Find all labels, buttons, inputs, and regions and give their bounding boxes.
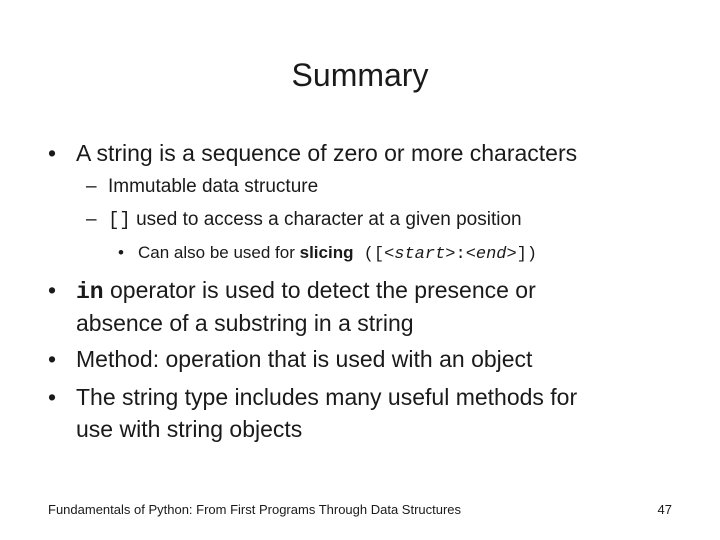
slicing-end: end [475,245,507,264]
bullet-2-line-2: absence of a substring in a string [76,310,414,336]
sub-sub-bullet-marker: • [118,243,124,262]
slicing-code-mid: >:< [445,245,476,264]
sub-bullet-2-code: [] [108,209,131,231]
slicing-code-open: ([< [353,245,395,264]
bullet-4-line-2: use with string objects [76,416,303,442]
footer-book-title: Fundamentals of Python: From First Programs Through Data Structures [48,502,462,517]
sub-bullet-2-text: used to access a character at a given position [130,209,522,230]
bullet-4-marker: • [48,384,57,410]
in-operator-code: in [76,279,104,305]
sub-bullet-1-marker: – [86,176,97,197]
bullet-2-line-1 [76,275,536,307]
slide-title: Summary [291,57,429,93]
bullet-3-marker: • [48,346,57,372]
sub-bullet-2-marker: – [86,209,97,230]
sub-bullet-1-text: Immutable data structure [108,176,319,197]
page-number: 47 [657,502,672,517]
slicing-start: start [394,245,446,264]
slicing-intro-text: Can also be used for [138,243,300,262]
bullet-1-text: A string is a sequence of zero or more characters [76,140,578,166]
bullet-4-line-1: The string type includes many useful methods for [76,384,578,410]
bullet-3-text: Method: operation that is used with an object [76,346,533,372]
slicing-term: slicing [299,243,354,262]
sub-bullet-2 [108,207,522,233]
sub-sub-bullet [138,241,537,267]
slicing-code-close: >]) [506,245,538,264]
bullet-2-marker: • [48,277,57,303]
bullet-1-marker: • [48,140,57,166]
bullet-2-text: operator is used to detect the presence or [103,277,536,303]
